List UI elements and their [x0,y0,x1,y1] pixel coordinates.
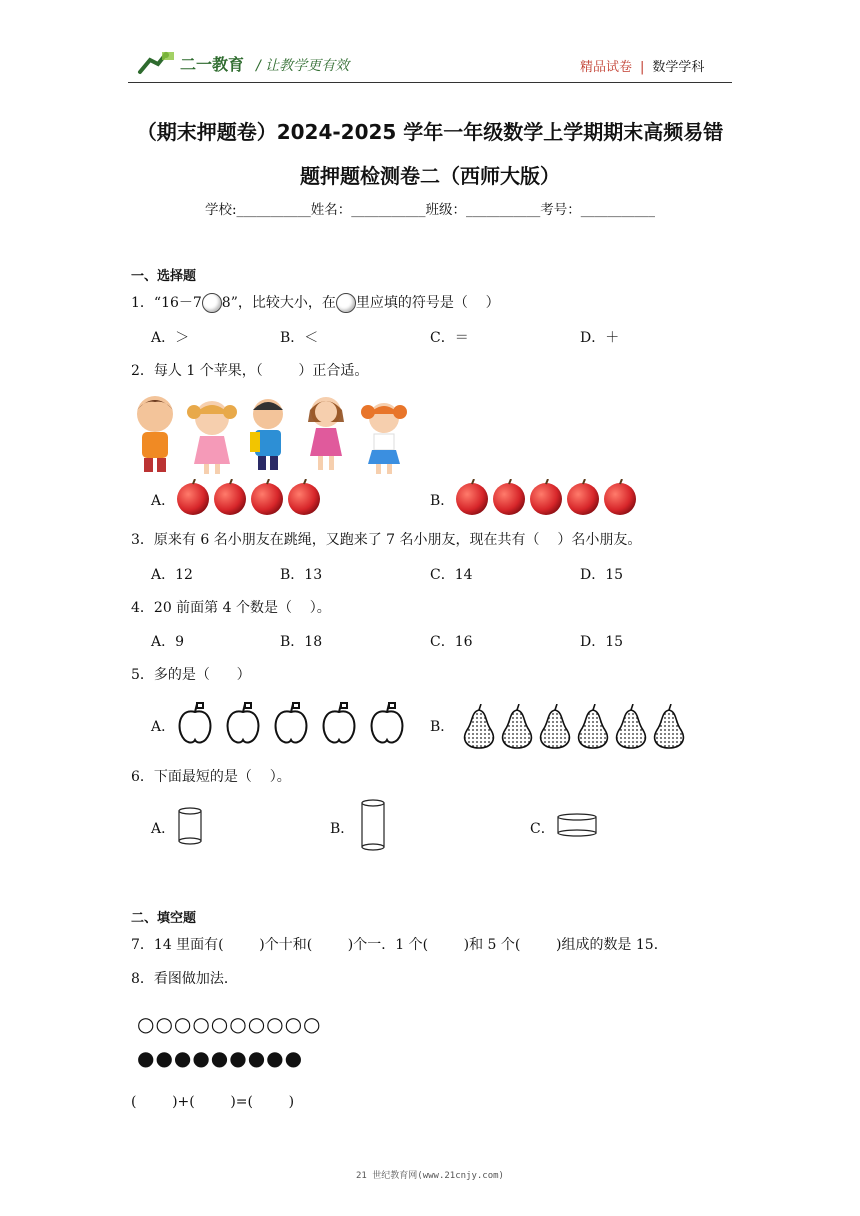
apple-icon [456,479,488,515]
pear-outline-icon [579,704,608,748]
header-tag-premium: 精品试卷 [580,60,633,75]
question-1 [131,292,500,313]
q1-text-a: 1．“16－7 [131,295,202,311]
question-8: 8．看图做加法． [131,971,238,987]
q8-answer-line: ( )+( )=( ) [131,1094,295,1110]
q1-option-a: A．＞ [151,330,190,346]
q4-option-c: C．16 [430,634,473,650]
q4-option-d: D．15 [580,634,624,650]
page-title-line1: （期末押题卷）2024-2025 学年一年级数学上学期期末高频易错 [136,120,724,144]
section-heading-choice: 一、选择题 [131,269,197,284]
q6-option-b: B． [330,821,355,837]
q4-option-a: A．9 [151,634,185,650]
page-footer: 21 世纪教育网(www.21cnjy.com) [356,1171,504,1181]
child-girl-icon [187,401,237,474]
header-rule [128,82,732,83]
pear-outline-icon [465,704,494,748]
apple-outline-icon [228,703,259,742]
q1-option-b: B．＜ [280,330,319,346]
apple-icon [214,479,246,515]
q6-option-a: A． [151,821,176,837]
page-title-line2: 题押题检测卷二（西师大版） [300,164,560,188]
question-6: 6．下面最短的是（ ）。 [131,769,291,785]
cylinder-tall-icon [359,798,389,852]
header-tag-subject: 数学学科 [652,60,705,75]
q3-option-a: A．12 [151,567,193,583]
apple-icon [177,479,209,515]
runner-logo-icon [136,50,176,76]
apple-icon [567,479,599,515]
q3-option-d: D．15 [580,567,624,583]
cylinder-flat-icon [555,812,601,840]
q2-apples-4 [175,479,325,517]
apple-icon [288,479,320,515]
question-5: 5．多的是（ ） [131,667,251,683]
apple-icon [493,479,525,515]
child-boy-icon [137,396,173,472]
apple-outline-icon [276,703,307,742]
slogan: / 让教学更有效 [256,58,350,74]
pear-outline-icon [541,704,570,748]
q3-option-c: C．14 [430,567,473,583]
student-info-line: 学校:___________姓名：___________班级：___________考号：___________ [204,202,656,218]
child-girl-icon [308,397,344,470]
apple-outline-icon [372,703,403,742]
q3-option-b: B．13 [280,567,323,583]
q2-option-a: A． [151,493,176,509]
apple-icon [604,479,636,515]
cylinder-short-icon [176,806,206,846]
q1-option-d: D．＋ [580,330,620,346]
logo-text: 二一教育 [180,54,245,74]
solid-circles-row: ●●●●●●●●● [137,1046,304,1070]
children-illustration [130,392,415,477]
apple-icon [530,479,562,515]
q1-text-b: 8”，比较大小，在 [221,295,336,311]
question-2: 2．每人 1 个苹果，（ ）正合适。 [131,363,369,379]
logo [136,50,244,76]
q5-option-a: A． [151,719,176,735]
q5-pear-outlines [455,704,695,750]
pear-outline-icon [617,704,646,748]
apple-outline-icon [324,703,355,742]
pear-outline-icon [655,704,684,748]
q5-apple-outlines [175,702,410,746]
apple-icon [251,479,283,515]
question-7: 7．14 里面有( )个十和( )个一．1 个( )和 5 个( )组成的数是 15． [131,937,668,953]
blank-circle-icon [202,293,222,313]
blank-circle-icon [336,293,356,313]
pear-outline-icon [503,704,532,748]
child-girl-icon [361,403,407,474]
q6-option-c: C． [530,821,555,837]
question-3: 3．原来有 6 名小朋友在跳绳，又跑来了 7 名小朋友，现在共有（ ）名小朋友。 [131,532,642,548]
q1-option-c: C．＝ [430,330,469,346]
q1-text-c: 里应填的符号是（ ） [355,295,500,311]
header-separator: | [640,60,645,75]
question-4: 4．20 前面第 4 个数是（ ）。 [131,600,331,616]
header-tags [580,56,704,75]
section-heading-fill: 二、填空题 [131,911,197,926]
child-boy-backpack-icon [250,399,283,470]
apple-outline-icon [180,703,211,742]
q2-option-b: B． [430,493,455,509]
hollow-circles-row: ○○○○○○○○○○ [137,1012,322,1036]
q2-apples-5 [454,479,640,517]
q4-option-b: B．18 [280,634,323,650]
q5-option-b: B． [430,719,455,735]
